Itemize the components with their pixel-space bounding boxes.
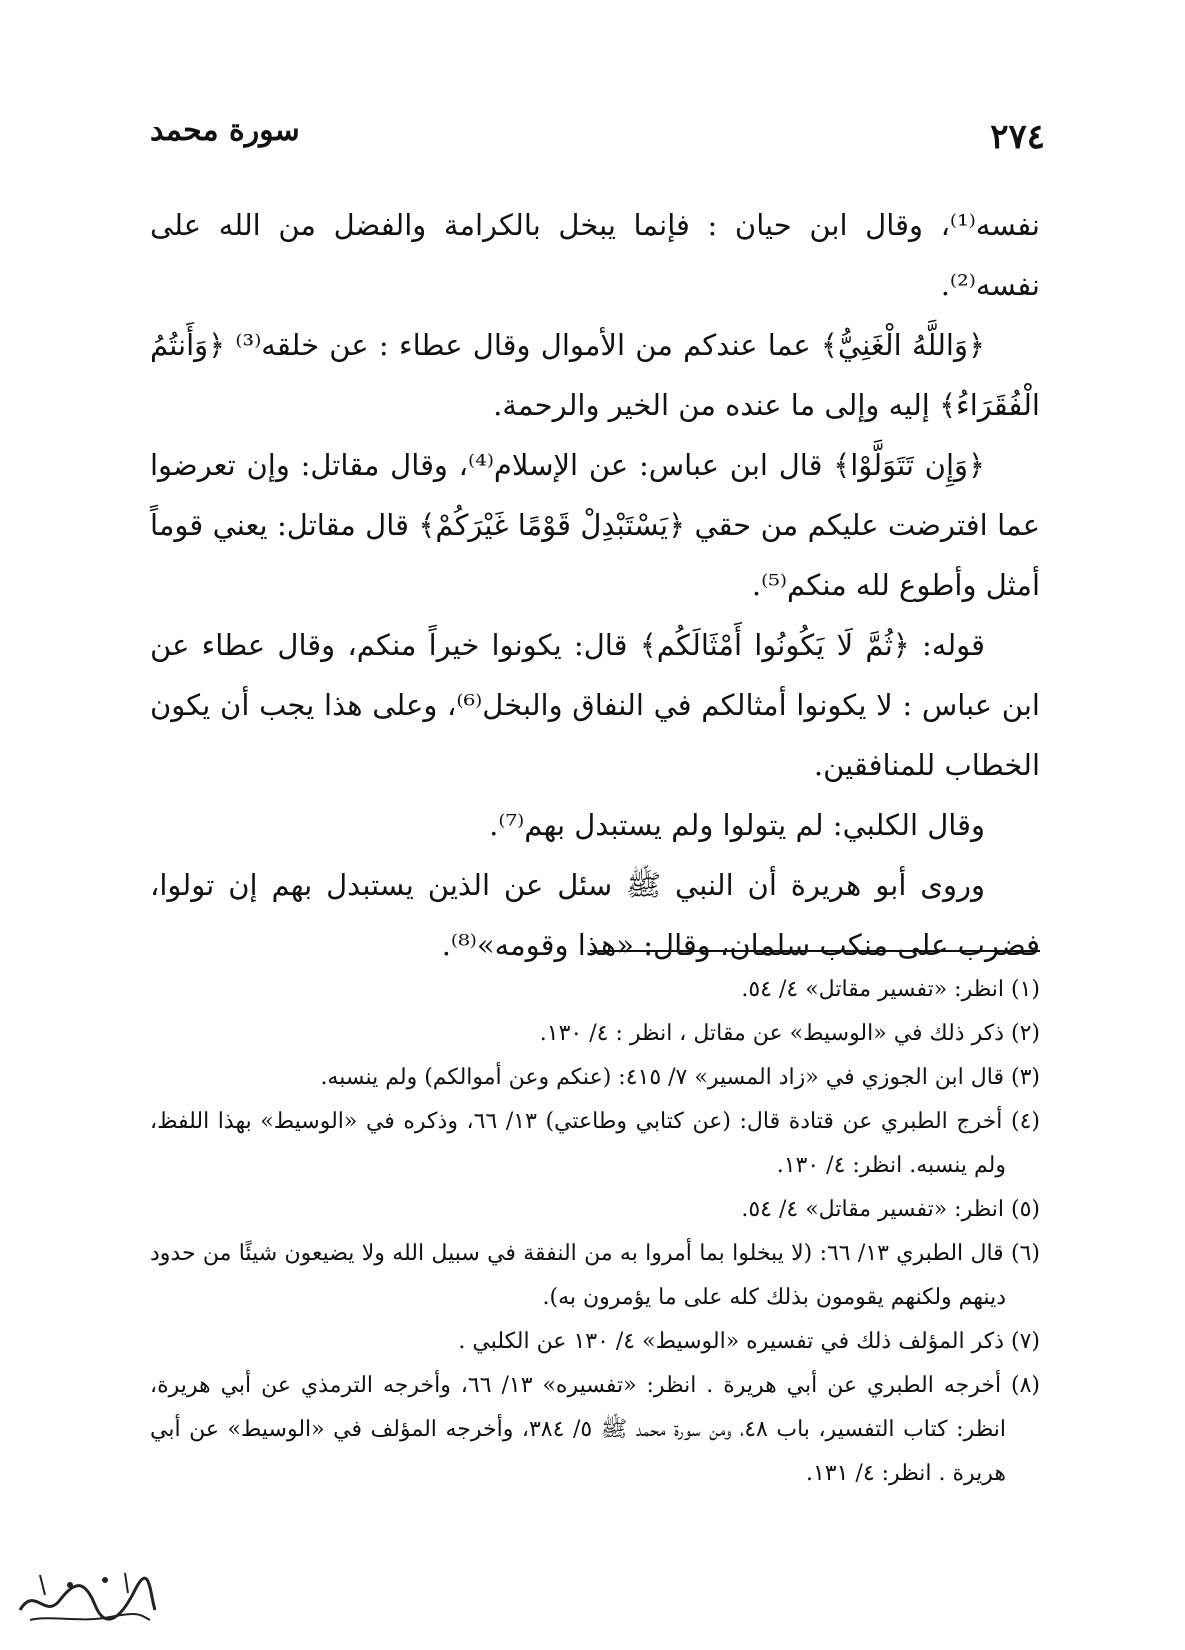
footnote: (١) انظر: «تفسير مقاتل» ٤/ ٥٤.	[741, 977, 1040, 1002]
footnote-separator	[590, 950, 1040, 952]
footnote: (٢) ذكر ذلك في «الوسيط» عن مقاتل ، انظر : ٤/ ١٣٠.	[539, 1021, 1040, 1046]
main-text	[150, 195, 1040, 975]
footnotes	[150, 968, 1040, 1496]
footnote: (٦) قال الطبري ١٣/ ٦٦: (لا يبخلوا بما أمروا به من النفقة في سبيل الله ولا يضيعون شيئًا من حدود دينهم ولكنهم يقومون بذلك كله على ما يؤمرون به).	[150, 1241, 1041, 1310]
footnote: (٥) انظر: «تفسير مقاتل» ٤/ ٥٤.	[741, 1197, 1040, 1222]
paragraph: وقال الكلبي: لم يتولوا ولم يستبدل بهم⁽⁷⁾.	[489, 808, 985, 842]
surah-title: سورة محمد	[150, 113, 300, 148]
almostafa-watermark-logo-icon	[10, 1565, 160, 1635]
paragraph: قوله: ﴿ثُمَّ لَا يَكُونُوا أَمْثَالَكُم﴾ قال: يكونوا خيراً منكم، وقال عطاء عن ابن عباس : لا يكونوا أمثالكم في النفاق والبخل⁽⁶⁾، وعلى هذا يجب أن يكون الخطاب للمنافقين.	[150, 628, 1040, 782]
paragraph: وروى أبو هريرة أن النبي ﷺ سئل عن الذين يستبدل بهم إن تولوا، فضرب على منكب سلمان، وقال: «هذا وقومه»⁽⁸⁾.	[150, 868, 1040, 962]
page-header	[150, 105, 1045, 165]
paragraph: ﴿وَاللَّهُ الْغَنِيُّ﴾ عما عندكم من الأموال وقال عطاء : عن خلقه⁽³⁾ ﴿وَأَنتُمُ الْفُقَرَاءُ﴾ إليه وإلى ما عنده من الخير والرحمة.	[150, 328, 1040, 422]
footnote: (٨) أخرجه الطبري عن أبي هريرة . انظر: «تفسيره» ١٣/ ٦٦، وأخرجه الترمذي عن أبي هريرة، انظر: كتاب التفسير، باب ٤٨، ومن سورة محمد ﷺ ٥/ ٣٨٤، وأخرجه المؤلف في «الوسيط» عن أبي هريرة . انظر: ٤/ ١٣١.	[150, 1373, 1041, 1486]
footnote: (٧) ذكر المؤلف ذلك في تفسيره «الوسيط» ٤/ ١٣٠ عن الكلبي .	[458, 1329, 1040, 1354]
footnote: (٤) أخرج الطبري عن قتادة قال: (عن كتابي وطاعتي) ١٣/ ٦٦، وذكره في «الوسيط» بهذا اللفظ، ولم ينسبه. انظر: ٤/ ١٣٠.	[150, 1109, 1041, 1178]
paragraph: ﴿وَإِن تَتَوَلَّوْا﴾ قال ابن عباس: عن الإسلام⁽⁴⁾، وقال مقاتل: وإن تعرضوا عما افترضت عليكم من حقي ﴿يَسْتَبْدِلْ قَوْمًا غَيْرَكُمْ﴾ قال مقاتل: يعني قوماً أمثل وأطوع لله منكم⁽⁵⁾.	[150, 448, 1040, 602]
paragraph: نفسه⁽¹⁾، وقال ابن حيان : فإنما يبخل بالكرامة والفضل من الله على نفسه⁽²⁾.	[150, 208, 1040, 302]
footnote: (٣) قال ابن الجوزي في «زاد المسير» ٧/ ٤١٥: (عنكم وعن أموالكم) ولم ينسبه.	[320, 1065, 1040, 1090]
page-number: ٢٧٤	[990, 117, 1045, 157]
